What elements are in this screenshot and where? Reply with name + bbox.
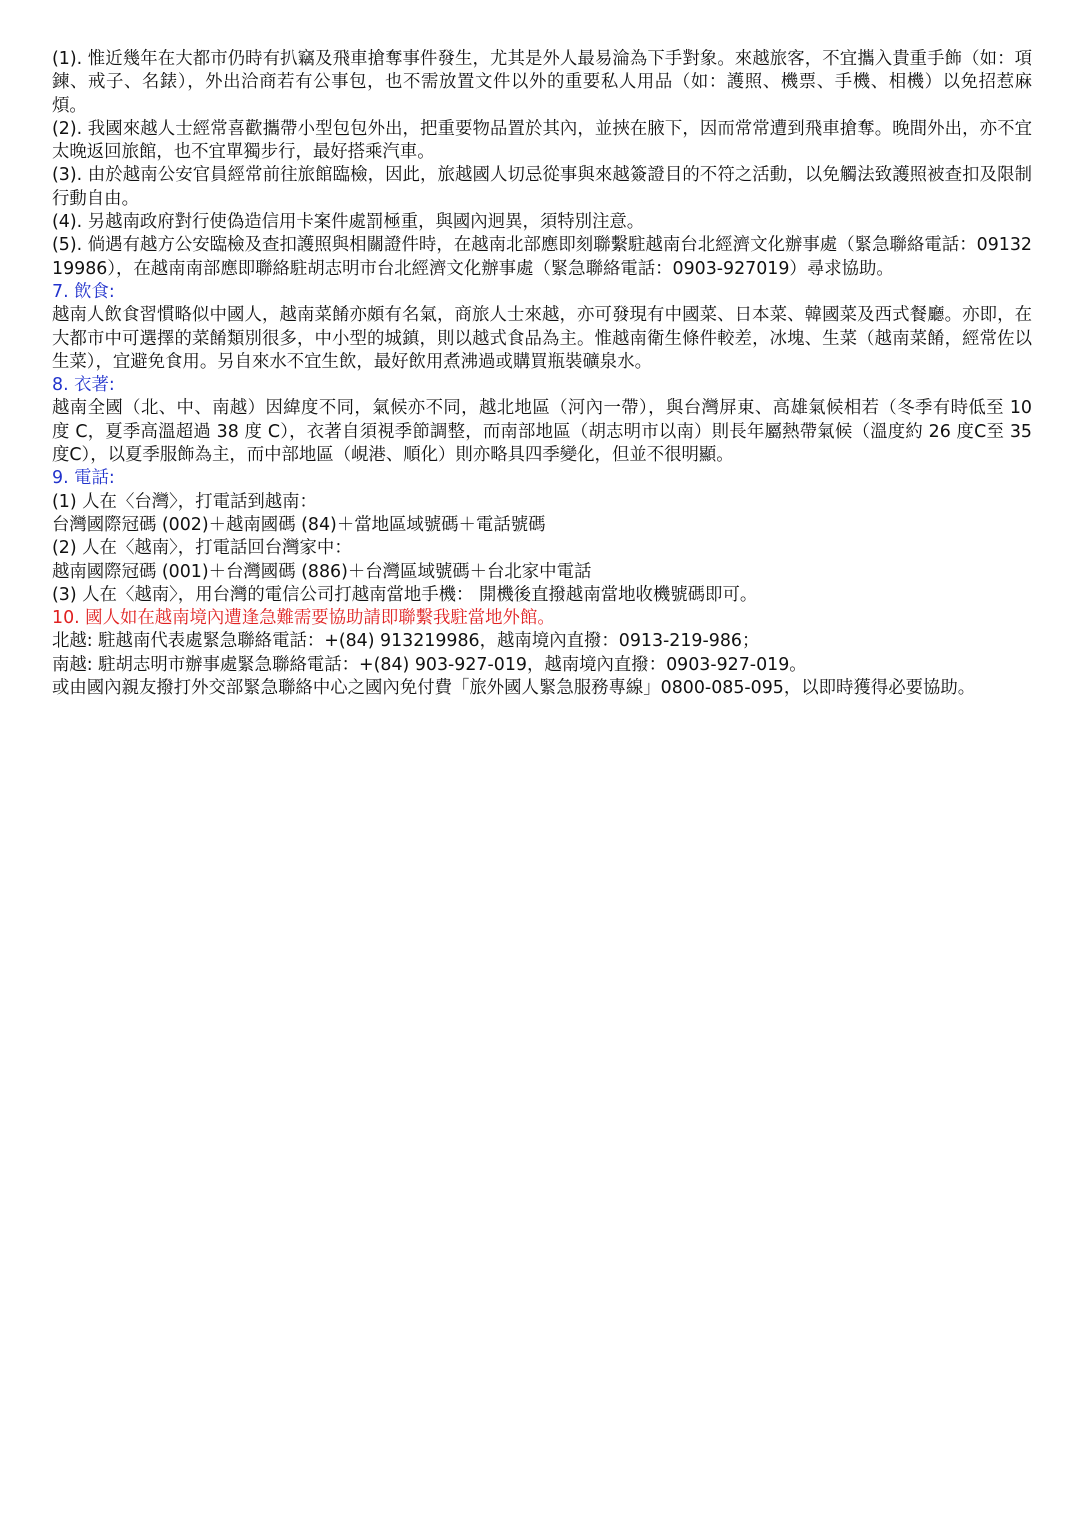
phone-heading: 9. 電話: [52, 468, 115, 489]
phone-line-3: (2) 人在〈越南〉，打電話回台灣家中： [52, 538, 352, 559]
phone-line-1: (1) 人在〈台灣〉，打電話到越南： [52, 491, 317, 512]
emergency-heading: 10. 國人如在越南境內遭逢急難需要協助請即聯繫我駐當地外館。 [52, 608, 555, 629]
clothing-heading: 8. 衣著: [52, 375, 115, 396]
safety-item-3: (3). 由於越南公安官員經常前往旅館臨檢，因此，旅越國人切忌從事與來越簽證目的不符之活動，以免觸法致護照被查扣及限制行動自由。 [52, 165, 1032, 209]
emergency-line-hotline: 或由國內親友撥打外交部緊急聯絡中心之國內免付費「旅外國人緊急服務專線」0800-085-095，以即時獲得必要協助。 [52, 678, 976, 699]
food-paragraph: 越南人飲食習慣略似中國人，越南菜餚亦頗有名氣，商旅人士來越，亦可發現有中國菜、日本菜、韓國菜及西式餐廳。亦即，在大都市中可選擇的菜餚類別很多，中小型的城鎮，則以越式食品為主。惟越南衛生條件較差，冰塊、生菜（越南菜餚，經常佐以生菜），宜避免食用。另自來水不宜生飲，最好飲用煮沸過或購買瓶裝礦泉水。 [52, 305, 1032, 372]
phone-line-4: 越南國際冠碼 (001)＋台灣國碼 (886)＋台灣區域號碼＋台北家中電話 [52, 561, 592, 582]
safety-item-5: (5). 倘遇有越方公安臨檢及查扣護照與相關證件時，在越南北部應即刻聯繫駐越南台北經濟文化辦事處（緊急聯絡電話：0913219986），在越南南部應即聯絡駐胡志明市台北經濟文化辦事處（緊急聯絡電話：0903-927019）尋求協助。 [52, 235, 1032, 279]
safety-item-2: (2). 我國來越人士經常喜歡攜帶小型包包外出，把重要物品置於其內，並挾在腋下，因而常常遭到飛車搶奪。晚間外出，亦不宜太晚返回旅館，也不宜單獨步行，最好搭乘汽車。 [52, 118, 1032, 163]
phone-line-2: 台灣國際冠碼 (002)＋越南國碼 (84)＋當地區域號碼＋電話號碼 [52, 514, 546, 535]
emergency-line-north: 北越: 駐越南代表處緊急聯絡電話：+(84) 913219986，越南境內直撥：0913-219-986； [52, 631, 760, 652]
safety-item-4: (4). 另越南政府對行使偽造信用卡案件處罰極重，與國內迥異，須特別注意。 [52, 212, 645, 233]
document-body [52, 48, 1032, 700]
food-heading: 7. 飲食: [52, 281, 115, 302]
phone-line-5: (3) 人在〈越南〉，用台灣的電信公司打越南當地手機： 開機後直撥越南當地收機號碼即可。 [52, 584, 758, 605]
safety-item-1: (1). 惟近幾年在大都市仍時有扒竊及飛車搶奪事件發生，尤其是外人最易淪為下手對象。來越旅客，不宜攜入貴重手飾（如：項鍊、戒子、名錶），外出洽商若有公事包，也不需放置文件以外的重要私人用品（如：護照、機票、手機、相機）以免招惹麻煩。 [52, 49, 1032, 116]
emergency-line-south: 南越: 駐胡志明市辦事處緊急聯絡電話：+(84) 903-927-019，越南境內直撥：0903-927-019。 [52, 654, 807, 675]
clothing-paragraph: 越南全國（北、中、南越）因緯度不同，氣候亦不同，越北地區（河內一帶），與台灣屏東、高雄氣候相若（冬季有時低至 10 度 C，夏季高溫超過 38 度 C），衣著自須視季節調整，而南部地區（胡志明市以南）則長年屬熱帶氣候（溫度約 26 度C至 35 度C），以夏季服飾為主，而中部地區（峴港、順化）則亦略具四季變化，但並不很明顯。 [52, 398, 1032, 466]
